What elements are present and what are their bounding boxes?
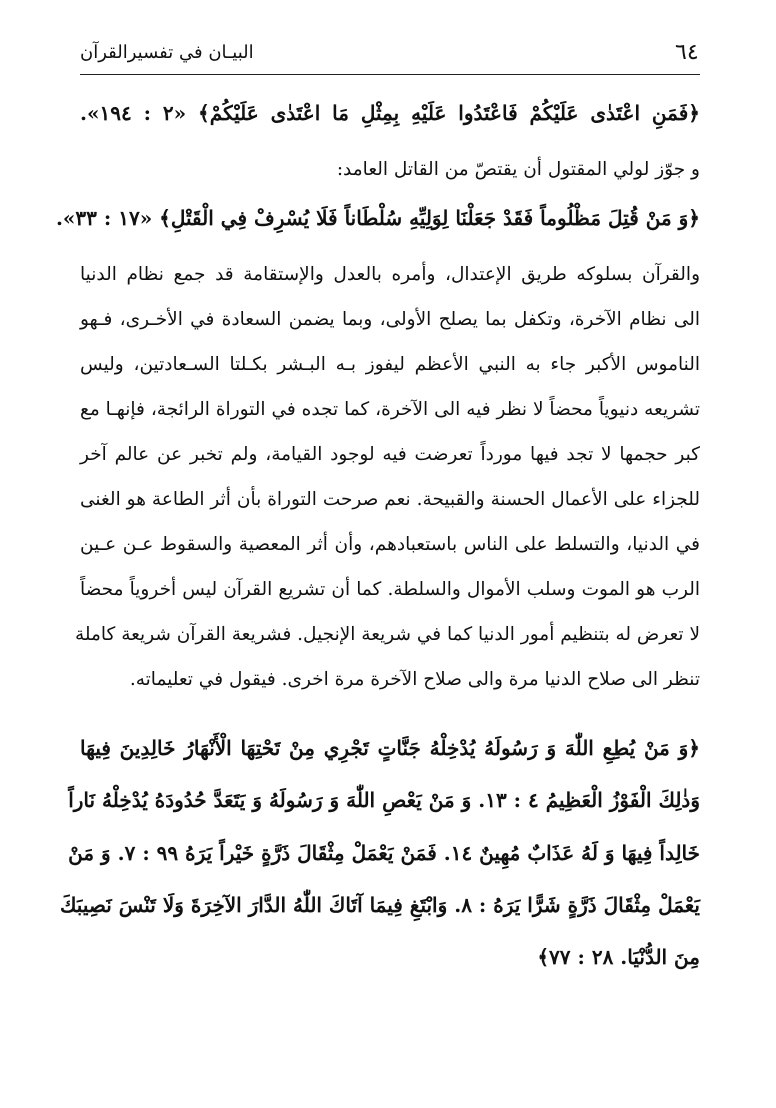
page-header bbox=[80, 28, 700, 75]
paragraph-line: في الدنيا، والتسلط على الناس باستعبادهم، وأن أثر المعصية والسقوط عـن عـين bbox=[80, 534, 700, 555]
paragraph-line: والقرآن بسلوكه طريق الإعتدال، وأمره بالعدل والإستقامة قد جمع نظام الدنيا bbox=[80, 264, 700, 285]
paragraph-line: الناموس الأكبر جاء به النبي الأعظم ليفوز بـه البـشر بكـلتا السـعادتين، وليس bbox=[80, 354, 700, 375]
body-line: و جوّز لولي المقتول أن يقتصّ من القاتل العامد: bbox=[336, 159, 700, 180]
paragraph-line: تشريعه دنيوياً محضاً لا نظر فيه الى الآخرة، كما تجده في التوراة الرائجة، فإنهـا مع bbox=[80, 399, 700, 420]
paragraph-line: تنظر الى صلاح الدنيا مرة والى صلاح الآخرة مرة اخرى. فيقول في تعليماته. bbox=[129, 669, 700, 690]
verse-2: ﴿وَ مَنْ قُتِلَ مَظْلُوماً فَقَدْ جَعَلْنَا لِوَلِيِّهِ سُلْطَاناً فَلَا يُسْرِفْ فِي الْقَتْلِ﴾ «١٧ : ٣٣». bbox=[55, 206, 700, 230]
paragraph-line: الى نظام الآخرة، وتكفل بما يصلح الأولى، وبما يضمن السعادة في الأخـرى، فـهو bbox=[80, 309, 700, 330]
paragraph-line: لا تعرض له بتنظيم أمور الدنيا كما في شريعة الإنجيل. فشريعة القرآن شريعة كاملة bbox=[74, 624, 700, 645]
verse-line: خَالِداً فِيهَا وَ لَهُ عَذَابٌ مُهِينٌ ١٤. فَمَنْ يَعْمَلْ مِثْقَالَ ذَرَّةٍ خَيْراً يَرَهُ ٩٩ : ٧. وَ مَنْ bbox=[68, 841, 700, 865]
verse-line: يَعْمَلْ مِثْقَالَ ذَرَّةٍ شَرًّا يَرَهُ : ٨. وَابْتَغِ فِيمَا آتَاكَ اللّٰهُ الدَّارَ الآخِرَةَ وَلَا تَنْسَ نَصِيبَكَ bbox=[59, 893, 700, 917]
paragraph-line: كبر حجمها لا تجد فيها مورداً تعرضت فيه لوجود القيامة، ولم تخبر عن عالم آخر bbox=[80, 444, 700, 465]
running-title: البيـان في تفسيرالقرآن bbox=[80, 42, 254, 63]
verse-1: ﴿فَمَنِ اعْتَدٰى عَلَيْكُمْ فَاعْتَدُوا عَلَيْهِ بِمِثْلِ مَا اعْتَدٰى عَلَيْكُمْ﴾ «٢ : ١٩٤». bbox=[80, 101, 701, 125]
page-number: ٦٤ bbox=[675, 40, 699, 65]
verse-line: ﴿وَ مَنْ يُطِعِ اللّٰهَ وَ رَسُولَهُ يُدْخِلْهُ جَنَّاتٍ تَجْرِي مِنْ تَحْتِهَا الْأَنْهَارُ خَالِدِينَ فِيهَا bbox=[80, 736, 700, 760]
verse-line: وَذٰلِكَ الْفَوْزُ الْعَظِيمُ ٤ : ١٣. وَ مَنْ يَعْصِ اللّٰهَ وَ رَسُولَهُ وَ يَتَعَدَّ حُدُودَهُ يُدْخِلْهُ نَاراً bbox=[68, 788, 700, 812]
verse-line: مِنَ الدُّنْيَا. ٢٨ : ٧٧﴾ bbox=[537, 945, 700, 969]
paragraph-line: للجزاء على الأعمال الحسنة والقبيحة. نعم صرحت التوراة بأن أثر الطاعة هو الغنى bbox=[80, 489, 700, 510]
paragraph-line: الرب هو الموت وسلب الأموال والسلطة. كما أن تشريع القرآن ليس أخروياً محضاً bbox=[80, 579, 700, 600]
